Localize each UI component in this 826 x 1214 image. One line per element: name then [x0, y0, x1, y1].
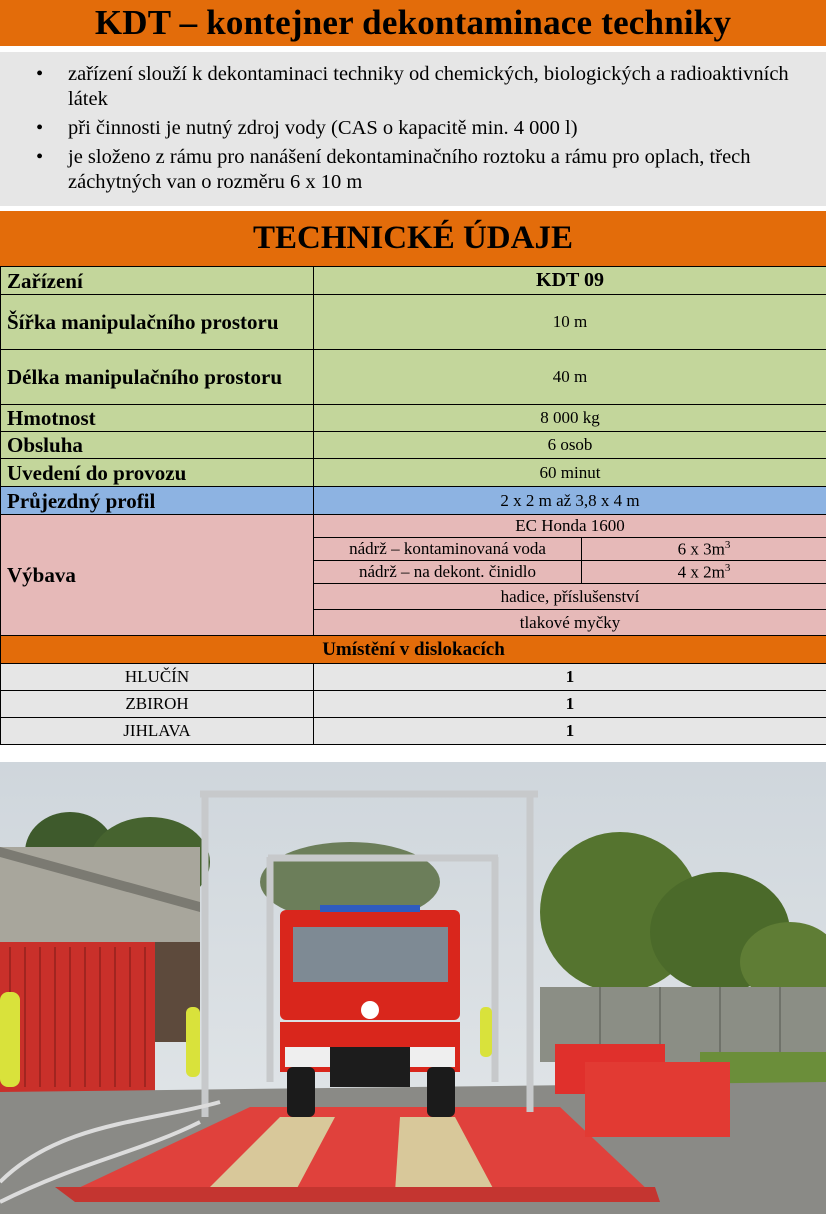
crew-value: 6 osob	[314, 432, 826, 459]
tech-header-bar	[0, 211, 826, 266]
tech-header: TECHNICKÉ ÚDAJE	[253, 220, 573, 256]
intro-panel	[0, 52, 826, 206]
startup-label: Uvedení do provozu	[1, 459, 314, 487]
equipment-label: Výbava	[1, 515, 314, 636]
table-row	[1, 515, 826, 538]
table-row	[1, 405, 826, 432]
length-value: 40 m	[314, 350, 826, 405]
washers-value: tlakové myčky	[314, 610, 826, 636]
tank2-size: 4 x $2m^3$	[582, 561, 826, 584]
table-row	[1, 295, 826, 350]
spec-table	[0, 266, 826, 745]
location-city: ZBIROH	[1, 691, 314, 718]
title-bar	[0, 0, 826, 46]
device-value: KDT 09	[314, 267, 826, 295]
profile-value: 2 x 2 m až 3,8 x 4 m	[314, 487, 826, 515]
table-row	[1, 718, 826, 745]
device-label: Zařízení	[1, 267, 314, 295]
table-row	[1, 636, 826, 664]
location-city: JIHLAVA	[1, 718, 314, 745]
location-count: 1	[314, 718, 826, 745]
tank1-name: nádrž – kontaminovaná voda	[314, 538, 582, 561]
page-title: KDT – kontejner dekontaminace techniky	[94, 3, 732, 42]
intro-item: • při činnosti je nutný zdroj vody (CAS o kapacitě min. 4 000 l)	[36, 117, 578, 139]
weight-value: 8 000 kg	[314, 405, 826, 432]
hoses-value: hadice, příslušenství	[314, 584, 826, 610]
width-value: 10 m	[314, 295, 826, 350]
table-row	[1, 350, 826, 405]
table-row	[1, 459, 826, 487]
width-label: Šířka manipulačního prostoru	[1, 295, 314, 350]
fire-truck	[280, 905, 460, 1117]
crew-label: Obsluha	[1, 432, 314, 459]
decontamination-photo	[0, 762, 826, 1214]
bullet-icon: •	[36, 146, 44, 168]
table-row	[1, 691, 826, 718]
profile-label: Průjezdný profil	[1, 487, 314, 515]
location-city: HLUČÍN	[1, 664, 314, 691]
location-count: 1	[314, 691, 826, 718]
startup-value: 60 minut	[314, 459, 826, 487]
table-row	[1, 267, 826, 295]
bullet-icon: •	[36, 63, 44, 85]
bullet-icon: •	[36, 117, 44, 139]
intro-item: • zařízení slouží k dekontaminaci techniky od chemických, biologických a radioaktivních látek	[36, 63, 789, 110]
intro-item: • je složeno z rámu pro nanášení dekontaminačního roztoku a rámu pro oplach, třech záchytných van o rozměru 6 x 10 m	[36, 146, 751, 193]
table-row	[1, 432, 826, 459]
tank2-name: nádrž – na dekont. činidlo	[314, 561, 582, 584]
length-label: Délka manipulačního prostoru	[1, 350, 314, 405]
container	[0, 942, 155, 1092]
locations-header: Umístění v dislokacích	[1, 636, 826, 664]
tank1-size: 6 x $3m^3$	[582, 538, 826, 561]
weight-label: Hmotnost	[1, 405, 314, 432]
table-row	[1, 664, 826, 691]
location-count: 1	[314, 664, 826, 691]
intro-list	[0, 52, 826, 195]
generator-value: EC Honda 1600	[314, 515, 826, 538]
table-row	[1, 487, 826, 515]
